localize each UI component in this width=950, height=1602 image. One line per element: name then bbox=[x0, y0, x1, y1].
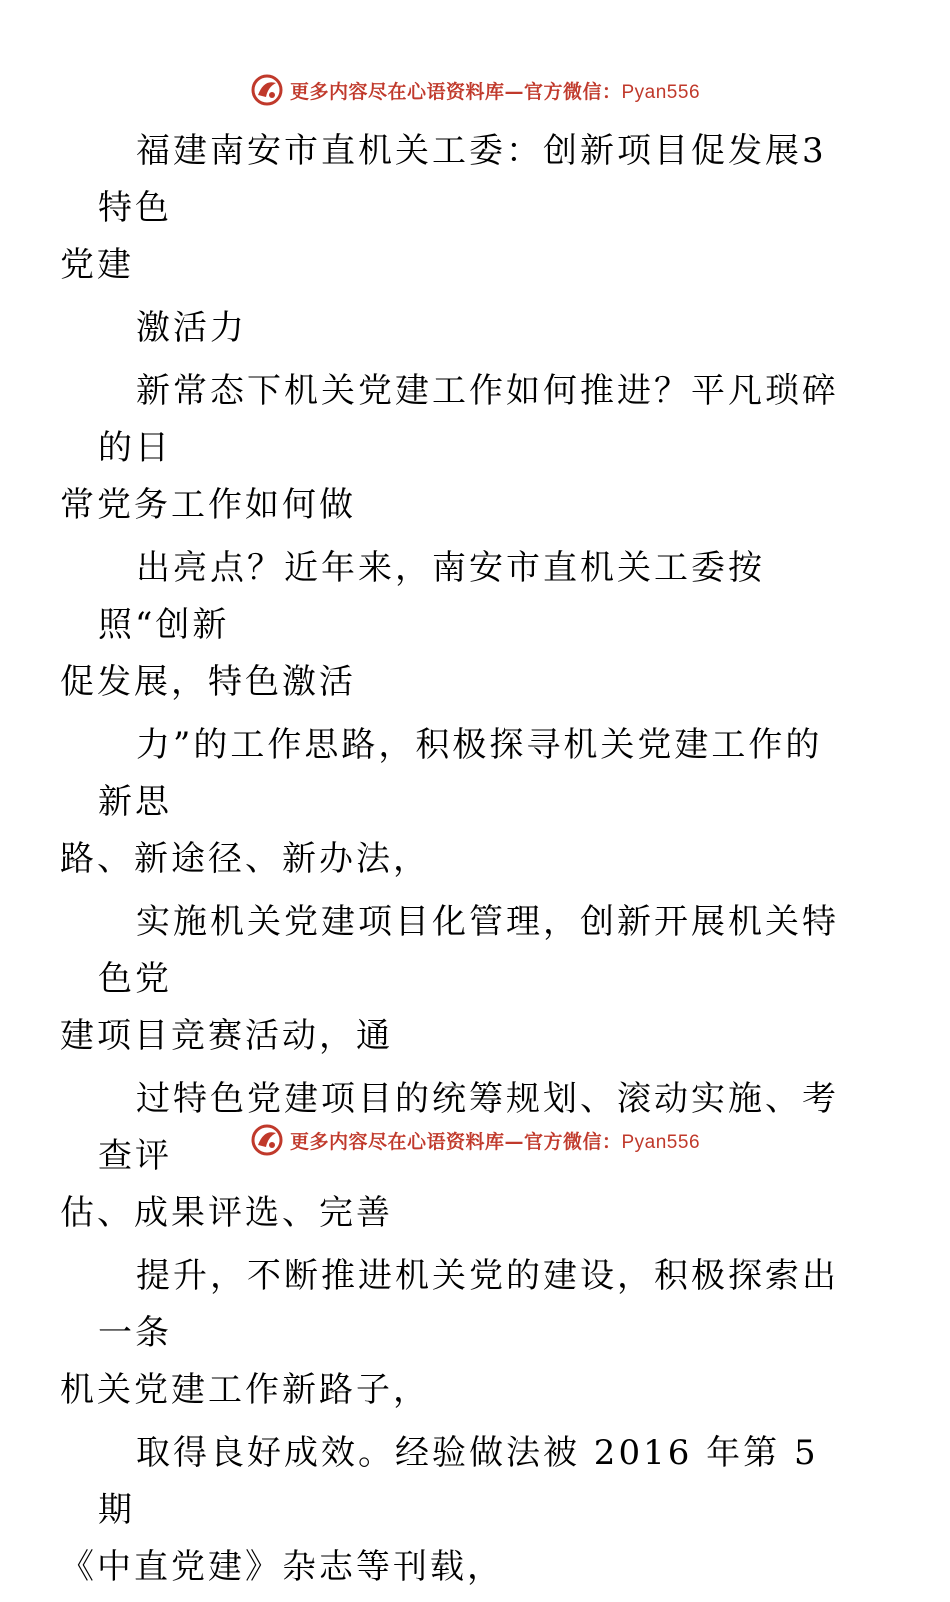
paragraph: 取得良好成效。经验做法被 2016 年第 5 期 《中直党建》杂志等刊载， bbox=[60, 1433, 819, 1587]
paragraph: 提升，不断推进机关党的建设，积极探索出一条 机关党建工作新路子， bbox=[60, 1256, 839, 1410]
paragraph: 出亮点？近年来，南安市直机关工委按照“创新 促发展，特色激活 bbox=[60, 548, 765, 702]
red-swirl-logo-icon bbox=[250, 1123, 284, 1157]
red-swirl-logo-icon bbox=[250, 73, 284, 107]
header-banner bbox=[0, 70, 950, 110]
footer-wechat-id: Pyan556 bbox=[621, 1131, 701, 1153]
paragraph: 新常态下机关党建工作如何推进？平凡琐碎的日 常党务工作如何做 bbox=[60, 371, 839, 525]
document-body bbox=[60, 123, 858, 1602]
paragraph: 过特色党建项目的统筹规划、滚动实施、考查评 估、成果评选、完善 bbox=[60, 1079, 839, 1233]
header-wechat-id: Pyan556 bbox=[621, 81, 701, 103]
footer-banner bbox=[0, 1120, 950, 1160]
paragraph: 实施机关党建项目化管理，创新开展机关特色党 建项目竞赛活动，通 bbox=[60, 902, 839, 1056]
paragraph: 福建南安市直机关工委：创新项目促发展3特色 党建 bbox=[60, 131, 827, 285]
paragraph: 激活力 bbox=[136, 308, 247, 348]
paragraph: 力”的工作思路，积极探寻机关党建工作的新思 路、新途径、新办法， bbox=[60, 725, 823, 879]
footer-banner-text: 更多内容尽在心语资料库—官方微信：Pyan556 bbox=[289, 1130, 701, 1153]
header-banner-text: 更多内容尽在心语资料库—官方微信：Pyan556 bbox=[289, 80, 701, 103]
